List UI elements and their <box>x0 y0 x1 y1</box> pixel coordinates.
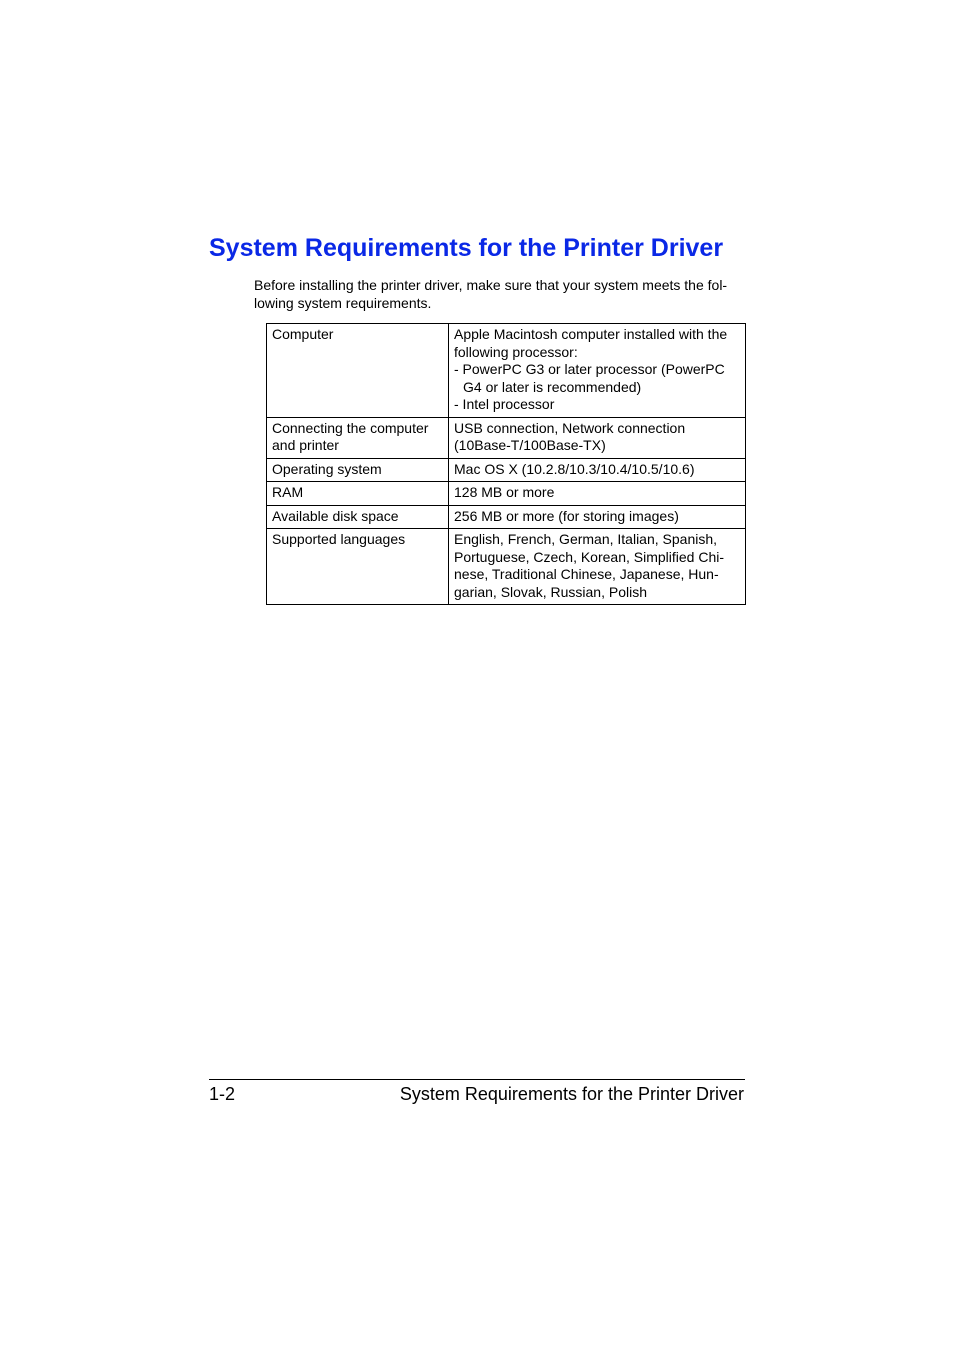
intro-paragraph <box>254 277 748 312</box>
label-line: RAM <box>272 484 304 500</box>
label-line: Available disk space <box>272 507 399 524</box>
label-line: and printer <box>272 437 339 453</box>
row-value <box>449 417 746 458</box>
table-row-disk <box>267 505 746 529</box>
value-line: USB connection, Network connection <box>454 419 686 436</box>
label-line: Connecting the computer <box>272 419 429 436</box>
value-line: - PowerPC G3 or later processor (PowerPC <box>454 361 725 377</box>
intro-line: lowing system requirements. <box>254 294 432 311</box>
row-label <box>267 458 449 482</box>
row-value <box>449 529 746 605</box>
row-label <box>267 417 449 458</box>
requirements-table <box>266 323 746 605</box>
row-value <box>449 505 746 529</box>
value-line: G4 or later is recommended) <box>463 378 642 395</box>
page-title: System Requirements for the Printer Driver <box>209 234 724 262</box>
value-line: 256 MB or more (for storing images) <box>454 507 679 524</box>
value-line: (10Base-T/100Base-TX) <box>454 437 606 453</box>
value-line: English, French, German, Italian, Spanish, <box>454 531 718 547</box>
label-line: Computer <box>272 326 334 342</box>
value-line: Apple Macintosh computer installed with the <box>454 326 728 342</box>
value-line: garian, Slovak, Russian, Polish <box>454 583 647 600</box>
intro-line: Before installing the printer driver, make sure that your system meets the fol- <box>254 277 728 293</box>
value-line: nese, Traditional Chinese, Japanese, Hun- <box>454 566 719 582</box>
value-line: - Intel processor <box>454 396 555 412</box>
footer-divider <box>209 1079 745 1080</box>
value-line: 128 MB or more <box>454 484 555 500</box>
row-label <box>267 505 449 529</box>
table-row-os <box>267 458 746 482</box>
value-line: following processor: <box>454 343 578 360</box>
row-label <box>267 324 449 418</box>
table-row-languages <box>267 529 746 605</box>
row-value <box>449 482 746 506</box>
table-row-connection <box>267 417 746 458</box>
row-value <box>449 324 746 418</box>
page-number: 1-2 <box>209 1084 236 1104</box>
running-head: System Requirements for the Printer Driver <box>399 1084 744 1104</box>
value-line: Mac OS X (10.2.8/10.3/10.4/10.5/10.6) <box>454 460 695 477</box>
label-line: Supported languages <box>272 531 406 547</box>
table-row-computer <box>267 324 746 418</box>
row-label <box>267 529 449 605</box>
label-line: Operating system <box>272 460 382 477</box>
value-line: Portuguese, Czech, Korean, Simplified Chi- <box>454 548 725 565</box>
row-label <box>267 482 449 506</box>
table-row-ram <box>267 482 746 506</box>
row-value <box>449 458 746 482</box>
